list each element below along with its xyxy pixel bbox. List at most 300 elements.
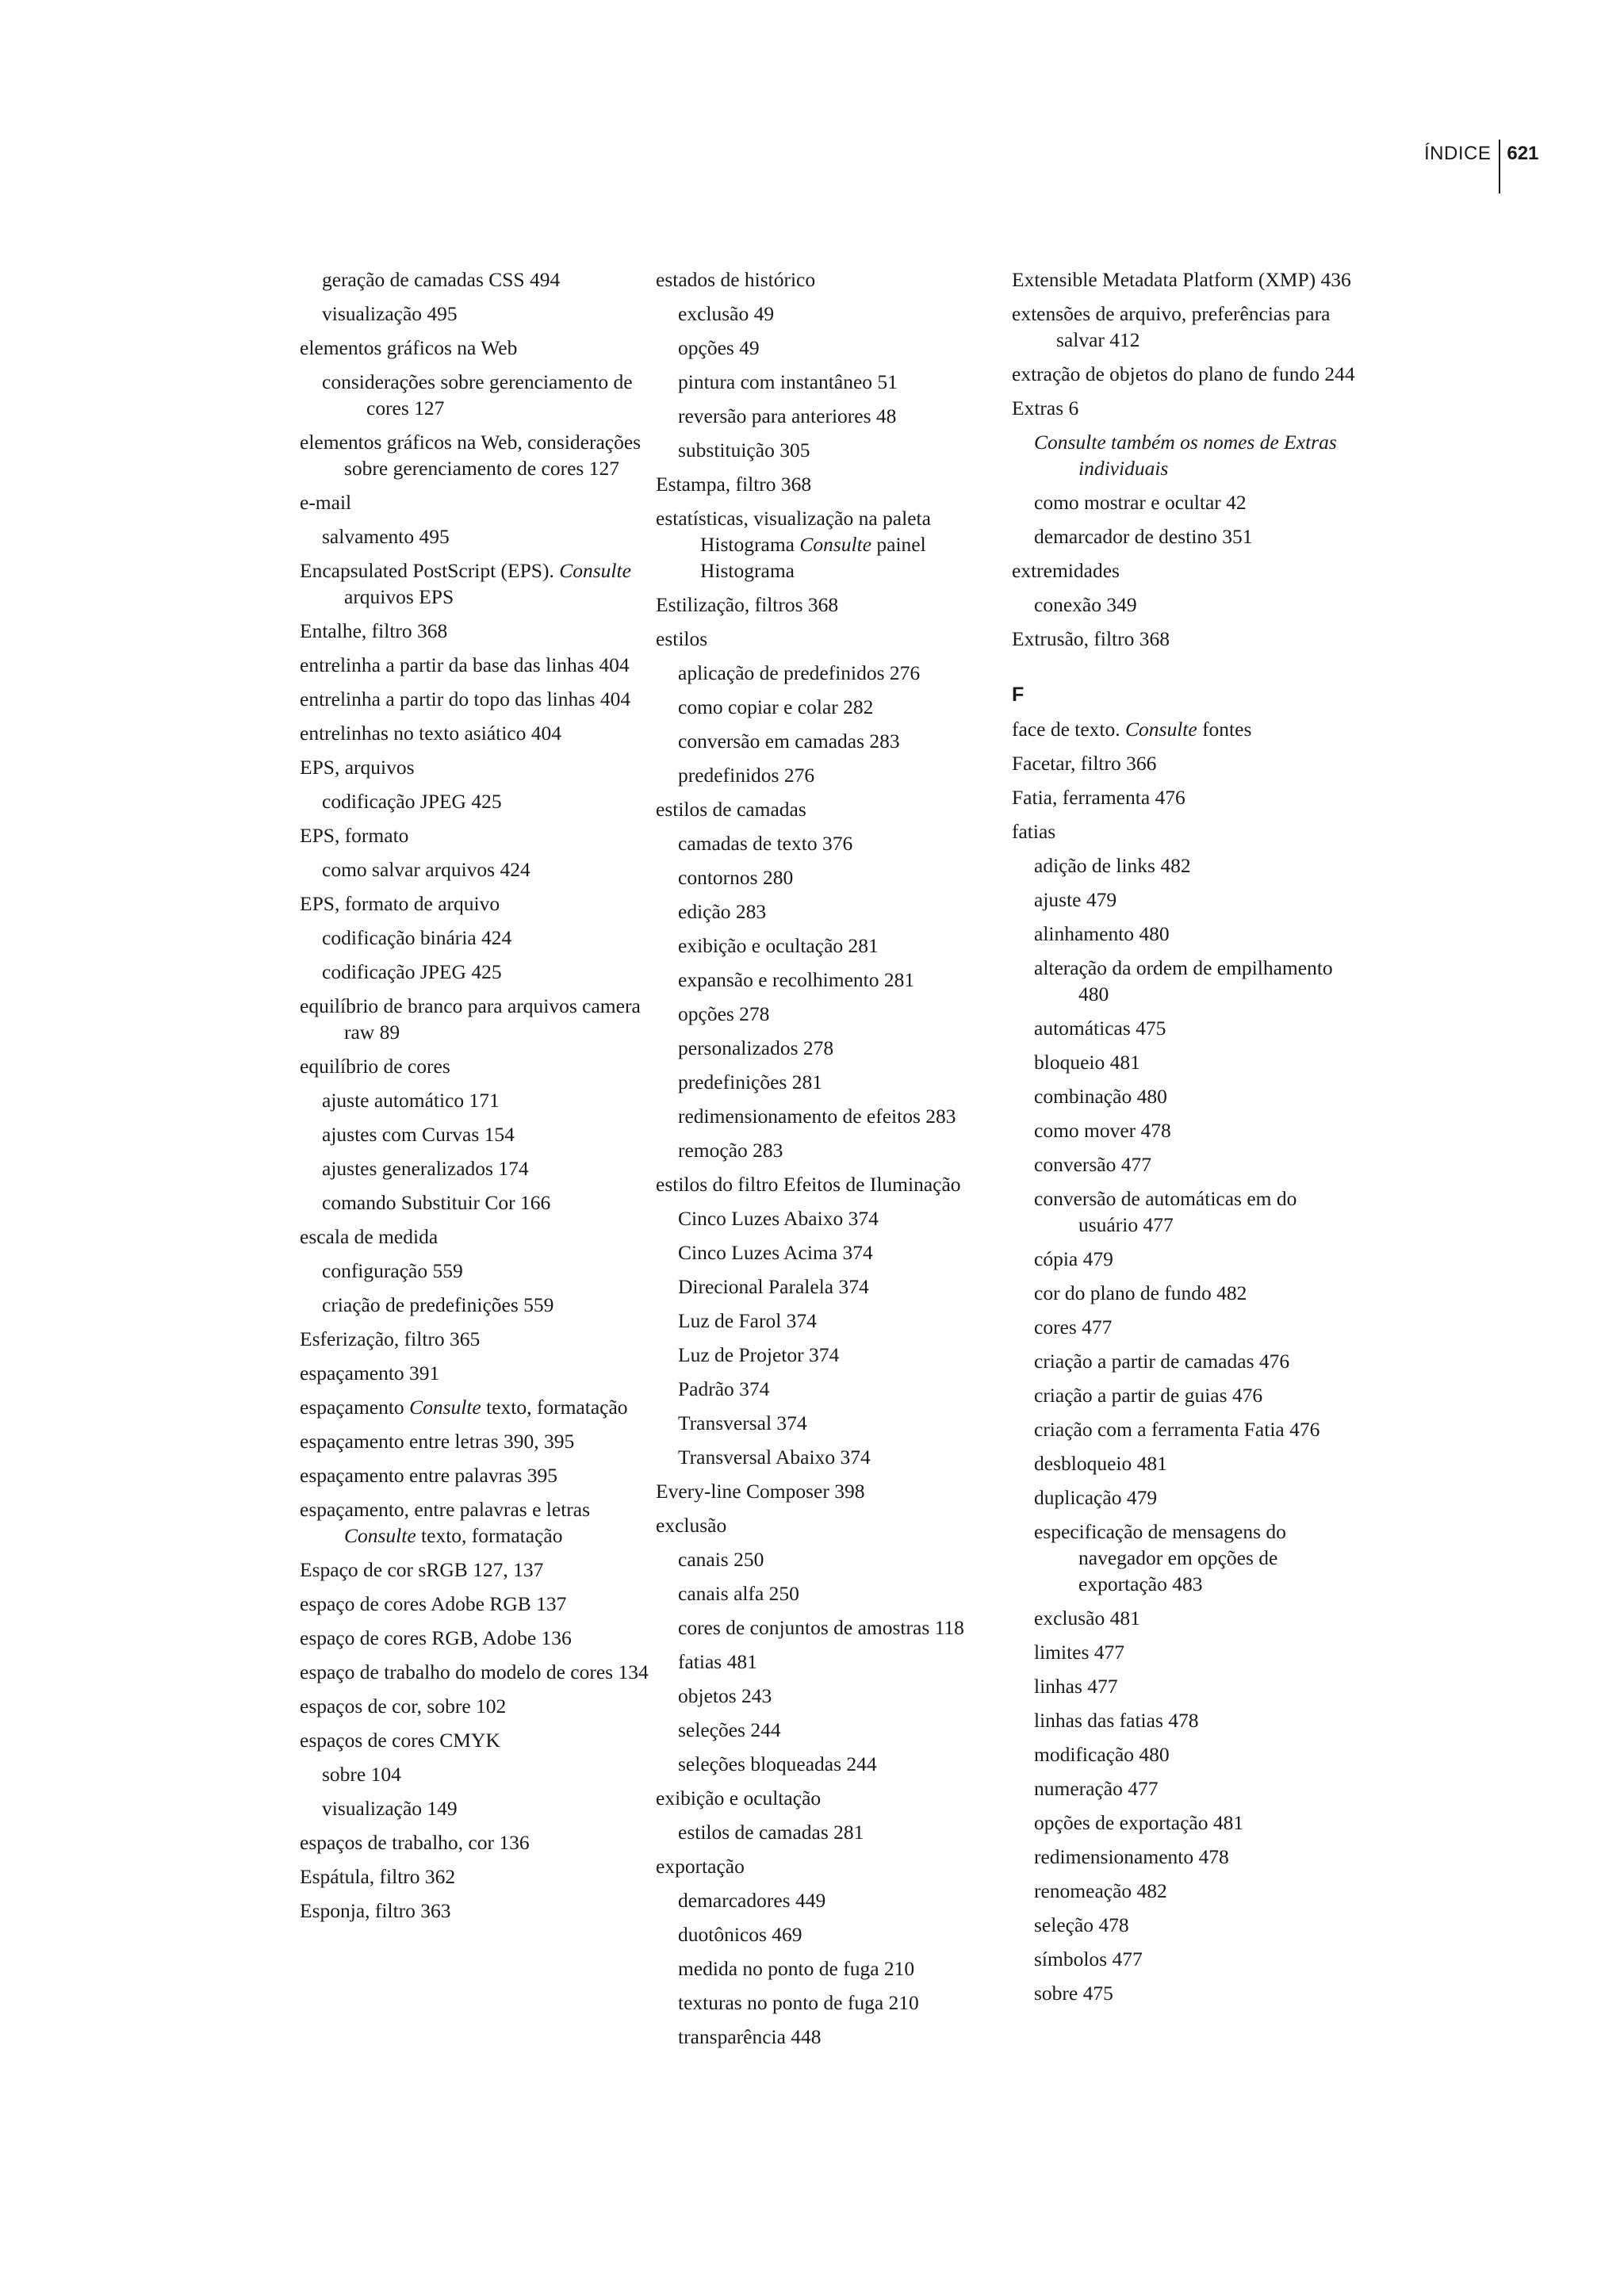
index-subentry	[656, 1308, 1005, 1334]
entry-text: substituição 305	[678, 439, 810, 461]
index-subentry	[656, 660, 1005, 686]
entry-text: especificação de mensagens do navegador em opções de exportação 483	[1034, 1520, 1286, 1595]
index-entry	[300, 686, 649, 712]
index-subentry	[1012, 1314, 1361, 1340]
entry-text: alinhamento 480	[1034, 922, 1170, 945]
entry-text: visualização 495	[322, 302, 458, 325]
entry-text: edição 283	[678, 900, 767, 923]
entry-text: F	[1012, 684, 1025, 706]
entry-text: espaços de cores CMYK	[300, 1729, 500, 1752]
index-entry	[300, 1625, 649, 1651]
entry-text: criação a partir de guias 476	[1034, 1384, 1263, 1407]
index-subentry	[1012, 1280, 1361, 1306]
entry-text: Esferização, filtro 365	[300, 1327, 481, 1350]
entry-text: entrelinhas no texto asiático 404	[300, 722, 561, 745]
entry-text: alteração da ordem de empilhamento 480	[1034, 956, 1333, 1005]
index-entry	[300, 1496, 649, 1549]
entry-text: opções 278	[678, 1002, 770, 1025]
entry-text: estilos	[656, 627, 708, 650]
index-entry	[300, 1693, 649, 1719]
index-entry	[300, 993, 649, 1045]
entry-text: Fatia, ferramenta 476	[1012, 786, 1185, 809]
entry-text: predefinidos 276	[678, 764, 815, 787]
index-subentry	[300, 369, 649, 421]
index-subentry	[656, 694, 1005, 720]
entry-text: entrelinha a partir da base das linhas 404	[300, 653, 630, 676]
index-subentry	[1012, 1673, 1361, 1699]
entry-text: sobre 104	[322, 1763, 401, 1786]
page-number: 621	[1507, 143, 1539, 164]
entry-text: expansão e recolhimento 281	[678, 968, 915, 991]
index-entry	[300, 1829, 649, 1855]
index-subentry	[300, 1087, 649, 1113]
index-subentry	[300, 266, 649, 293]
index-subentry	[656, 1546, 1005, 1572]
entry-text: Transversal Abaixo 374	[678, 1446, 871, 1469]
entry-text: remoção 283	[678, 1139, 783, 1162]
entry-text: predefinições 281	[678, 1070, 822, 1093]
entry-text: demarcadores 449	[678, 1889, 826, 1912]
entry-text: codificação binária 424	[322, 926, 512, 949]
entry-text: Facetar, filtro 366	[1012, 752, 1157, 775]
index-entry	[656, 796, 1005, 822]
index-entry	[1012, 750, 1361, 776]
index-entry	[300, 822, 649, 848]
index-subentry	[656, 1921, 1005, 1947]
entry-text: conexão 349	[1034, 593, 1137, 616]
entry-text: elementos gráficos na Web, considerações sobre gerenciamento de cores 127	[300, 431, 642, 480]
entry-text: exclusão	[656, 1514, 727, 1537]
entry-text: e-mail	[300, 491, 352, 514]
entry-text: espaçamento, entre palavras e letras	[300, 1498, 591, 1521]
entry-text: conversão em camadas 283	[678, 730, 900, 753]
entry-text: automáticas 475	[1034, 1017, 1166, 1040]
entry-text: Luz de Projetor 374	[678, 1343, 840, 1366]
cross-reference-text: Consulte	[559, 559, 631, 582]
index-entry	[1012, 395, 1361, 421]
entry-text: face de texto.	[1012, 718, 1126, 741]
index-subentry	[1012, 1382, 1361, 1408]
index-subentry	[656, 1955, 1005, 1982]
index-subentry	[300, 1761, 649, 1787]
index-entry	[656, 592, 1005, 618]
entry-text: canais alfa 250	[678, 1582, 799, 1605]
index-entry	[656, 505, 1005, 584]
index-subentry	[1012, 1912, 1361, 1938]
index-entry	[1012, 818, 1361, 844]
index-column-3	[1012, 266, 1361, 2014]
index-subentry	[656, 864, 1005, 890]
index-entry	[656, 1785, 1005, 1811]
index-subentry	[1012, 1151, 1361, 1178]
index-subentry	[656, 1342, 1005, 1368]
entry-text: fatias 481	[678, 1650, 757, 1673]
entry-text: Estilização, filtros 368	[656, 593, 839, 616]
entry-text: Cinco Luzes Acima 374	[678, 1241, 873, 1264]
entry-text: extremidades	[1012, 559, 1120, 582]
entry-text: Direcional Paralela 374	[678, 1275, 869, 1298]
entry-text: conversão 477	[1034, 1153, 1151, 1176]
index-subentry	[656, 1819, 1005, 1845]
entry-text: opções de exportação 481	[1034, 1811, 1244, 1834]
entry-text: símbolos 477	[1034, 1947, 1143, 1970]
entry-text: modificação 480	[1034, 1743, 1170, 1766]
entry-text: espaços de trabalho, cor 136	[300, 1831, 530, 1854]
entry-text: comando Substituir Cor 166	[322, 1191, 551, 1214]
index-subentry	[300, 959, 649, 985]
index-subentry	[300, 301, 649, 327]
index-subentry	[1012, 523, 1361, 550]
index-subentry	[656, 437, 1005, 463]
entry-text: estilos de camadas	[656, 798, 806, 821]
entry-text: medida no ponto de fuga 210	[678, 1957, 915, 1980]
index-entry	[300, 557, 649, 610]
entry-text: Extrusão, filtro 368	[1012, 627, 1170, 650]
index-subentry	[656, 1376, 1005, 1402]
index-subentry	[656, 1887, 1005, 1913]
index-subentry	[1012, 1083, 1361, 1109]
entry-text: codificação JPEG 425	[322, 790, 502, 813]
index-subentry	[1012, 1416, 1361, 1442]
entry-text: seleção 478	[1034, 1913, 1129, 1936]
index-entry	[300, 1360, 649, 1386]
index-entry	[300, 1863, 649, 1890]
index-subentry	[300, 1292, 649, 1318]
entry-text: espaços de cor, sobre 102	[300, 1695, 507, 1718]
index-entry	[656, 1512, 1005, 1538]
index-subentry	[656, 1614, 1005, 1641]
entry-text: canais 250	[678, 1548, 764, 1571]
index-subentry	[300, 1189, 649, 1216]
index-subentry	[656, 301, 1005, 327]
entry-text: Every-line Composer 398	[656, 1480, 865, 1503]
entry-text: criação a partir de camadas 476	[1034, 1350, 1290, 1373]
index-subentry	[656, 1580, 1005, 1607]
running-header	[1424, 140, 1538, 193]
index-subentry	[656, 898, 1005, 925]
index-subentry	[1012, 1980, 1361, 2006]
index-subentry	[300, 1258, 649, 1284]
index-entry	[656, 266, 1005, 293]
entry-text: Luz de Farol 374	[678, 1309, 817, 1332]
index-entry	[300, 1898, 649, 1924]
entry-text: reversão para anteriores 48	[678, 404, 897, 427]
index-entry	[300, 652, 649, 678]
entry-text: duplicação 479	[1034, 1486, 1158, 1509]
index-subentry	[656, 967, 1005, 993]
index-subentry	[1012, 1117, 1361, 1143]
entry-text: Encapsulated PostScript (EPS).	[300, 559, 560, 582]
entry-text: texto, formatação	[481, 1396, 628, 1419]
index-entry	[1012, 626, 1361, 652]
index-subentry	[656, 1239, 1005, 1266]
entry-text: exclusão 481	[1034, 1607, 1140, 1630]
index-subentry	[1012, 1775, 1361, 1802]
entry-text: extensões de arquivo, preferências para salvar 412	[1012, 302, 1331, 351]
index-subentry	[656, 1205, 1005, 1231]
index-subentry	[656, 830, 1005, 856]
index-subentry	[1012, 1878, 1361, 1904]
entry-text: estatísticas, visualização na paleta Histograma	[656, 507, 931, 556]
index-subentry	[300, 523, 649, 550]
index-subentry	[656, 1990, 1005, 2016]
index-subentry	[300, 1795, 649, 1821]
entry-text: visualização 149	[322, 1797, 458, 1820]
entry-text: exibição e ocultação	[656, 1787, 822, 1810]
index-subentry	[656, 728, 1005, 754]
index-entry	[1012, 266, 1361, 293]
entry-text: painel Histograma	[700, 533, 926, 582]
entry-text: como mostrar e ocultar 42	[1034, 491, 1247, 514]
index-subentry	[656, 1649, 1005, 1675]
cross-reference-text: Consulte	[1125, 718, 1197, 741]
index-subentry	[1012, 955, 1361, 1007]
index-subentry	[1012, 1518, 1361, 1597]
entry-text: extração de objetos do plano de fundo 244	[1012, 362, 1355, 385]
index-subentry	[1012, 1639, 1361, 1665]
entry-text: espaçamento entre palavras 395	[300, 1464, 557, 1487]
index-subentry	[656, 1273, 1005, 1300]
index-entry	[300, 890, 649, 917]
index-subentry	[1012, 592, 1361, 618]
entry-text: espaçamento entre letras 390, 395	[300, 1430, 575, 1453]
entry-text: estilos de camadas 281	[678, 1821, 864, 1844]
index-entry	[656, 1171, 1005, 1197]
entry-text: espaçamento	[300, 1396, 410, 1419]
index-entry	[300, 1394, 649, 1420]
entry-text: linhas 477	[1034, 1675, 1118, 1698]
entry-text: entrelinha a partir do topo das linhas 404	[300, 687, 631, 710]
index-entry	[656, 626, 1005, 652]
index-subentry	[656, 762, 1005, 788]
index-subentry	[656, 1103, 1005, 1129]
index-entry	[300, 1053, 649, 1079]
index-entry	[300, 754, 649, 780]
entry-text: espaço de cores Adobe RGB 137	[300, 1592, 567, 1615]
index-subentry	[1012, 1348, 1361, 1374]
index-subentry	[1012, 1484, 1361, 1511]
index-subentry	[1012, 429, 1361, 481]
entry-text: Estampa, filtro 368	[656, 473, 812, 496]
entry-text: como copiar e colar 282	[678, 695, 874, 718]
entry-text: personalizados 278	[678, 1036, 834, 1059]
index-entry	[1012, 557, 1361, 584]
index-entry	[300, 1428, 649, 1454]
index-subentry	[656, 1683, 1005, 1709]
entry-text: demarcador de destino 351	[1034, 525, 1253, 548]
entry-text: espaçamento 391	[300, 1361, 440, 1384]
index-subentry	[1012, 1605, 1361, 1631]
entry-text: ajustes generalizados 174	[322, 1157, 529, 1180]
section-title: ÍNDICE	[1424, 143, 1492, 164]
index-subentry	[1012, 1049, 1361, 1075]
entry-text: cor do plano de fundo 482	[1034, 1281, 1247, 1304]
entry-text: transparência 448	[678, 2025, 822, 2048]
index-subentry	[656, 933, 1005, 959]
index-column-1	[300, 266, 649, 1932]
index-entry	[300, 720, 649, 746]
index-entry	[1012, 301, 1361, 353]
index-subentry	[656, 335, 1005, 361]
entry-text: codificação JPEG 425	[322, 960, 502, 983]
index-entry	[300, 1659, 649, 1685]
index-subentry	[656, 1069, 1005, 1095]
index-entry	[300, 1462, 649, 1488]
index-entry	[300, 429, 649, 481]
index-entry	[656, 1853, 1005, 1879]
index-entry	[656, 1478, 1005, 1504]
index-entry	[1012, 784, 1361, 810]
entry-text: como mover 478	[1034, 1119, 1171, 1142]
entry-text: elementos gráficos na Web	[300, 336, 518, 359]
index-subentry	[300, 925, 649, 951]
entry-text: ajuste automático 171	[322, 1089, 500, 1112]
entry-text: conversão de automáticas em do usuário 477	[1034, 1187, 1297, 1236]
entry-text: configuração 559	[322, 1259, 463, 1282]
index-subentry	[656, 369, 1005, 395]
entry-text: camadas de texto 376	[678, 832, 853, 855]
entry-text: ajustes com Curvas 154	[322, 1123, 515, 1146]
entry-text: redimensionamento de efeitos 283	[678, 1105, 956, 1128]
index-subentry	[1012, 1185, 1361, 1238]
index-subentry	[656, 1035, 1005, 1061]
entry-text: Entalhe, filtro 368	[300, 619, 448, 642]
entry-text: Padrão 374	[678, 1377, 770, 1400]
index-subentry	[656, 1717, 1005, 1743]
entry-text: cópia 479	[1034, 1247, 1113, 1270]
entry-text: texto, formatação	[416, 1524, 563, 1547]
entry-text: como salvar arquivos 424	[322, 858, 530, 881]
cross-reference-text: Consulte também os nomes de Extras individuais	[1034, 431, 1337, 480]
entry-text: sobre 475	[1034, 1982, 1113, 2005]
entry-text: equilíbrio de cores	[300, 1055, 450, 1078]
entry-text: Extras 6	[1012, 396, 1079, 419]
entry-text: redimensionamento 478	[1034, 1845, 1229, 1868]
index-subentry	[1012, 1741, 1361, 1767]
index-subentry	[1012, 489, 1361, 515]
index-subentry	[1012, 887, 1361, 913]
entry-text: estados de histórico	[656, 268, 816, 291]
entry-text: renomeação 482	[1034, 1879, 1167, 1902]
index-subentry	[1012, 1707, 1361, 1733]
entry-text: duotônicos 469	[678, 1923, 802, 1946]
entry-text: exibição e ocultação 281	[678, 934, 879, 957]
entry-text: equilíbrio de branco para arquivos camera raw 89	[300, 994, 641, 1044]
index-subentry	[656, 1444, 1005, 1470]
index-subentry	[656, 1001, 1005, 1027]
entry-text: Cinco Luzes Abaixo 374	[678, 1207, 879, 1230]
index-entry	[1012, 361, 1361, 387]
entry-text: criação com a ferramenta Fatia 476	[1034, 1418, 1320, 1441]
index-column-2	[656, 266, 1005, 2058]
entry-text: exclusão 49	[678, 302, 775, 325]
entry-text: limites 477	[1034, 1641, 1125, 1664]
entry-text: fontes	[1197, 718, 1252, 741]
index-subentry	[300, 856, 649, 883]
index-subentry	[1012, 1844, 1361, 1870]
cross-reference-text: Consulte	[409, 1396, 481, 1419]
index-subentry	[656, 1751, 1005, 1777]
index-subentry	[1012, 1450, 1361, 1476]
entry-text: escala de medida	[300, 1225, 439, 1248]
entry-text: Extensible Metadata Platform (XMP) 436	[1012, 268, 1351, 291]
index-entry	[300, 489, 649, 515]
index-subentry	[300, 1121, 649, 1147]
entry-text: opções 49	[678, 336, 760, 359]
cross-reference-text: Consulte	[344, 1524, 416, 1547]
index-entry	[300, 1727, 649, 1753]
entry-text: EPS, formato	[300, 824, 409, 847]
entry-text: geração de camadas CSS 494	[322, 268, 561, 291]
index-entry	[300, 1326, 649, 1352]
letter-heading	[1012, 682, 1361, 708]
entry-text: considerações sobre gerenciamento de cores 127	[322, 370, 633, 419]
entry-text: Esponja, filtro 363	[300, 1899, 451, 1922]
entry-text: texturas no ponto de fuga 210	[678, 1991, 919, 2014]
entry-text: salvamento 495	[322, 525, 450, 548]
index-subentry	[1012, 921, 1361, 947]
entry-text: seleções 244	[678, 1718, 781, 1741]
index-subentry	[1012, 1946, 1361, 1972]
entry-text: espaço de trabalho do modelo de cores 134	[300, 1660, 649, 1683]
index-subentry	[1012, 852, 1361, 879]
index-entry	[300, 1591, 649, 1617]
index-subentry	[1012, 1810, 1361, 1836]
entry-text: cores de conjuntos de amostras 118	[678, 1616, 964, 1639]
entry-text: exportação	[656, 1855, 745, 1878]
entry-text: ajuste 479	[1034, 888, 1117, 911]
index-entry	[300, 1224, 649, 1250]
entry-text: Transversal 374	[678, 1411, 807, 1434]
index-subentry	[656, 2024, 1005, 2050]
entry-text: aplicação de predefinidos 276	[678, 661, 921, 684]
entry-text: seleções bloqueadas 244	[678, 1752, 877, 1775]
entry-text: objetos 243	[678, 1684, 772, 1707]
entry-text: linhas das fatias 478	[1034, 1709, 1199, 1732]
index-entry	[1012, 716, 1361, 742]
index-subentry	[656, 1410, 1005, 1436]
index-subentry	[300, 788, 649, 814]
entry-text: EPS, arquivos	[300, 756, 415, 779]
index-subentry	[300, 1155, 649, 1181]
entry-text: fatias	[1012, 820, 1056, 843]
entry-text: adição de links 482	[1034, 854, 1191, 877]
entry-text: bloqueio 481	[1034, 1051, 1140, 1074]
entry-text: combinação 480	[1034, 1085, 1167, 1108]
entry-text: cores 477	[1034, 1316, 1113, 1338]
entry-text: numeração 477	[1034, 1777, 1159, 1800]
entry-text: criação de predefinições 559	[322, 1293, 554, 1316]
entry-text: estilos do filtro Efeitos de Iluminação	[656, 1173, 961, 1196]
index-subentry	[1012, 1015, 1361, 1041]
index-subentry	[656, 403, 1005, 429]
index-subentry	[1012, 1246, 1361, 1272]
index-entry	[300, 1557, 649, 1583]
entry-text: Espátula, filtro 362	[300, 1865, 456, 1888]
index-subentry	[656, 1137, 1005, 1163]
entry-text: Espaço de cor sRGB 127, 137	[300, 1558, 544, 1581]
entry-text: contornos 280	[678, 866, 794, 889]
entry-text: espaço de cores RGB, Adobe 136	[300, 1626, 572, 1649]
cross-reference-text: Consulte	[799, 533, 872, 556]
index-entry	[656, 471, 1005, 497]
index-entry	[300, 335, 649, 361]
index-entry	[300, 618, 649, 644]
entry-text: EPS, formato de arquivo	[300, 892, 500, 915]
entry-text: pintura com instantâneo 51	[678, 370, 898, 393]
entry-text: desbloqueio 481	[1034, 1452, 1167, 1475]
entry-text: arquivos EPS	[344, 585, 454, 608]
